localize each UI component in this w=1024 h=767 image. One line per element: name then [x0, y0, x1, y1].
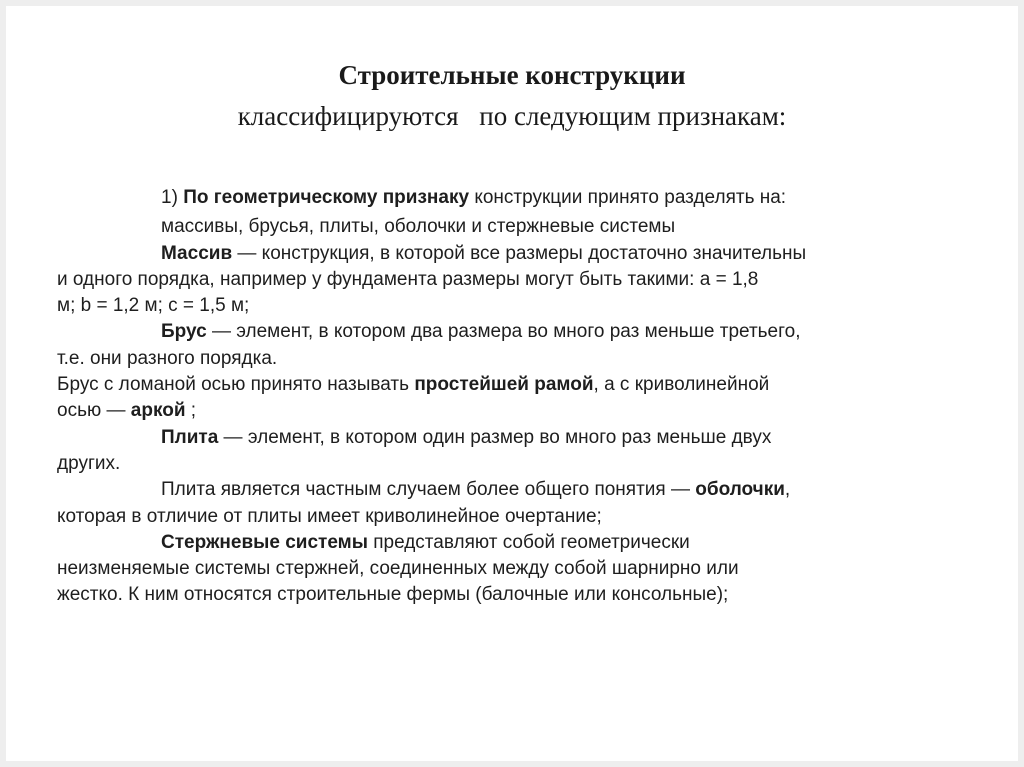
text: ;: [185, 400, 197, 422]
term-obolochka: оболочки: [695, 479, 785, 501]
text-line: неизменяемые системы стержней, соединенных между собой шарнирно или: [57, 558, 739, 580]
term-plita: Плита: [161, 426, 219, 448]
definition-obolochka: [57, 477, 957, 503]
body-text: [57, 182, 957, 609]
term-brus: Брус: [161, 321, 207, 343]
definition-plita: [57, 425, 957, 451]
text: — элемент, в котором два размера во много раз меньше третьего,: [206, 321, 801, 343]
text-line: других.: [57, 452, 121, 474]
term-geometric: По геометрическому признаку: [183, 187, 470, 208]
definition-massiv: [57, 241, 957, 267]
item-number: 1): [161, 187, 184, 208]
text: Брус с ломаной осью принято называть: [57, 374, 415, 396]
term-sterzhnevye: Стержневые системы: [161, 531, 368, 553]
text-line-rama: [57, 372, 957, 398]
text: осью —: [57, 400, 131, 422]
term-massiv: Массив: [161, 242, 233, 264]
term-arka: аркой: [130, 400, 186, 422]
text: конструкции принято разделять на:: [469, 187, 787, 208]
text-line: м; b = 1,2 м; с = 1,5 м;: [57, 295, 250, 317]
subtitle-part-2: по следующим признакам:: [479, 101, 787, 131]
term-rama: простейшей рамой: [414, 374, 594, 396]
text-line-arka: [57, 398, 957, 424]
definition-sterzhnevye: [57, 530, 957, 556]
subtitle-part-1: классифицируются: [237, 101, 459, 131]
text: — элемент, в котором один размер во много раз меньше двух: [218, 426, 772, 448]
slide-title: Строительные конструкции: [338, 60, 686, 90]
text-line: и одного порядка, например у фундамента размеры могут быть такими: а = 1,8: [57, 268, 759, 290]
text: Плита является частным случаем более общего понятия —: [161, 479, 696, 501]
text-line: массивы, брусья, плиты, оболочки и стержневые системы: [161, 216, 676, 238]
text-line: т.е. они разного порядка.: [57, 347, 278, 369]
text: ,: [784, 479, 791, 501]
paragraph-geometric: [57, 182, 957, 214]
text: представляют собой геометрически: [367, 531, 690, 553]
slide-subtitle: [0, 101, 1024, 132]
definition-brus: [57, 319, 957, 345]
text-line: жестко. К ним относятся строительные фермы (балочные или консольные);: [57, 584, 729, 606]
text: — конструкция, в которой все размеры достаточно значительны: [232, 242, 807, 264]
text: , а с криволинейной: [593, 374, 770, 396]
text-line: которая в отличие от плиты имеет криволинейное очертание;: [57, 505, 602, 527]
